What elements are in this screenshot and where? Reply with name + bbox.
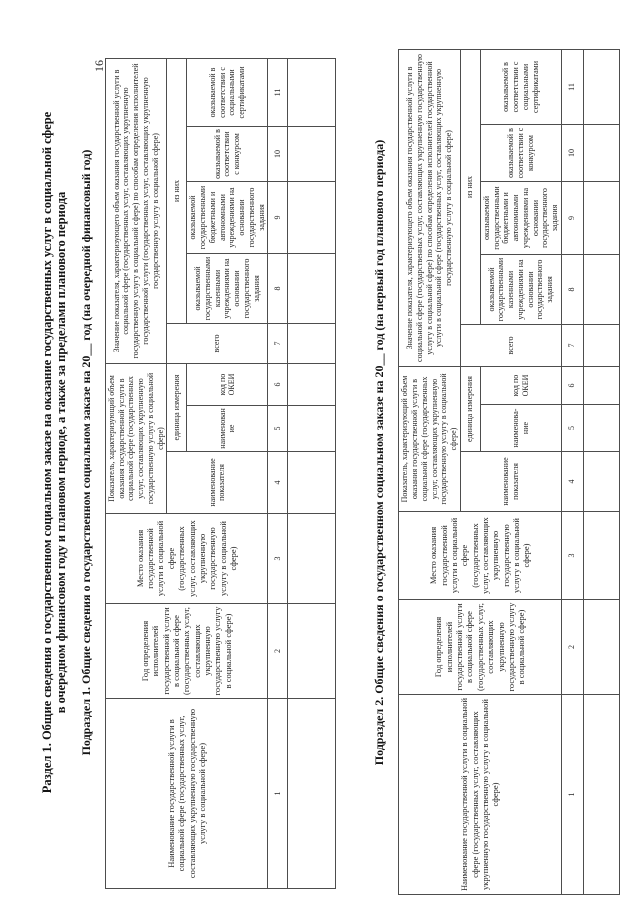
header-cell-place: Место оказания государственной услуги в социальной сфере (государственных услуг, составляющих укрупненную государственную услугу в социальной сфере) [399, 512, 562, 600]
empty-data-cell [288, 604, 336, 699]
column-number-cell: 6 [561, 367, 583, 405]
header-cell-state-task-budget: оказываемой государственными бюджетными и автономными учреждениями на основании государственного задания [480, 182, 561, 255]
section1-title-line2: в очередном финансовом году и плановом периоде, а также за пределами планового периода [54, 191, 69, 714]
header-cell-state-task-kazennye: оказываемой государственными казенными учреждениями на основании государственного задания [480, 255, 561, 325]
column-number-cell: 10 [561, 125, 583, 182]
header-cell-place: Место оказания государственной услуги в социальной сфере (государственных услуг, составляющих укрупненную государственную услугу в социальной сфере) [105, 514, 268, 604]
header-cell-unit-name: наименование [480, 405, 561, 452]
header-cell-service-name: Наименование государственной услуги в социальной сфере (государственных услуг, составляющих укрупненную государственную услугу в социальной сфере) [105, 699, 268, 889]
header-cell-competition: оказываемой в соответствии с конкурсом [187, 127, 268, 182]
empty-data-cell [288, 452, 336, 514]
empty-data-cell [288, 324, 336, 364]
column-number-cell: 7 [561, 325, 583, 367]
empty-data-cell [583, 600, 619, 695]
column-number-cell: 4 [268, 452, 288, 514]
column-number-cell: 9 [561, 182, 583, 255]
empty-data-cell [583, 182, 619, 255]
empty-data-cell [288, 182, 336, 254]
empty-data-cell [288, 699, 336, 889]
column-number-cell: 8 [561, 255, 583, 325]
empty-data-cell [583, 405, 619, 452]
subsection2-table [398, 49, 620, 895]
header-cell-unit-name: наименование [187, 406, 268, 452]
empty-data-cell [288, 364, 336, 406]
header-group-of-which: из них [460, 49, 480, 324]
section1-title-line1: Раздел 1. Общие сведения о государственном социальном заказе на оказание государственных услуг в социальной сфере [40, 111, 54, 794]
column-number-cell: 5 [561, 405, 583, 452]
header-cell-year: Год определения исполнителей государственной услуги в социальной сфере (государственных услуг, составляющих укрупненную государственную услугу в социальной сфере) [399, 600, 562, 695]
header-cell-indicator-name: наименование показателя [460, 452, 561, 512]
header-group-value: Значение показателя, характеризующего объем оказания государственной услуги в социальной сфере (государственных услуг, составляющих укрупненную государственную услугу в социальной сфере) по способам определения исполнителей государственной услуги в социальной сфере (государственных услуг, составляющих укрупненную государственную услугу в социальной сфере) [399, 49, 461, 366]
header-cell-indicator-name: наименование показателя [167, 452, 268, 514]
header-group-of-which: из них [167, 58, 187, 323]
column-number-cell: 2 [268, 604, 288, 699]
column-number-cell: 3 [268, 514, 288, 604]
column-number-cell: 9 [268, 182, 288, 254]
empty-data-cell [583, 255, 619, 325]
header-group-value: Значение показателя, характеризующего объем оказания государственной услуги в социальной сфере (государственных услуг, составляющих укрупненную государственную услугу в социальной сфере) по способам определения исполнителей государственной услуги (государственных услуг, составляющих укрупненную государственную услугу в социальной сфере) [105, 58, 167, 363]
empty-data-cell [288, 254, 336, 324]
empty-data-cell [583, 512, 619, 600]
column-number-cell: 4 [561, 452, 583, 512]
empty-data-cell [288, 58, 336, 126]
column-number-cell: 10 [268, 127, 288, 182]
subsection1-subtitle: Подраздел 1. Общие сведения о государственном социальном заказе на 20__ год (на очередной финансовый год) [78, 149, 93, 756]
page-number: 16 [92, 60, 106, 72]
header-cell-unit-code: код по ОКЕИ [480, 367, 561, 405]
empty-data-cell [288, 406, 336, 452]
header-cell-total: всего [460, 325, 561, 367]
column-number-cell: 1 [561, 695, 583, 895]
column-number-cell: 6 [268, 364, 288, 406]
empty-data-cell [583, 49, 619, 124]
header-cell-competition: оказываемой в соответствии с конкурсом [480, 125, 561, 182]
header-cell-certificates: оказываемой в соответствии с социальными сертификатами [187, 58, 268, 126]
header-group-unit: единица измерения [460, 367, 480, 452]
subsection2-subtitle: Подраздел 2. Общие сведения о государственном социальном заказе на 20__ год (на первый год планового периода) [372, 139, 387, 766]
column-number-cell: 11 [561, 49, 583, 124]
header-cell-certificates: оказываемой в соответствии с социальными сертификатами [480, 49, 561, 124]
header-group-indicator: Показатель, характеризующий объем оказания государственной услуги в социальной сфере (государственных услуг, составляющих укрупненную государственную услугу в социальной сфере) [105, 364, 167, 514]
column-number-cell: 8 [268, 254, 288, 324]
empty-data-cell [583, 325, 619, 367]
header-cell-service-name: Наименование государственной услуги в социальной сфере (государственных услуг, составляющих укрупненную государственную услугу в социальной сфере) [399, 695, 562, 895]
empty-data-cell [583, 452, 619, 512]
column-number-cell: 3 [561, 512, 583, 600]
column-number-cell: 11 [268, 58, 288, 126]
column-number-cell: 5 [268, 406, 288, 452]
subsection1-table [105, 58, 337, 889]
header-cell-year: Год определения исполнителей государственной услуги в социальной сфере (государственных услуг, составляющих укрупненную государственную услугу в социальной сфере) [105, 604, 268, 699]
column-number-cell: 7 [268, 324, 288, 364]
header-cell-state-task-kazennye: оказываемой государственными казенными учреждениями на основании государственного задания [187, 254, 268, 324]
empty-data-cell [288, 514, 336, 604]
empty-data-cell [583, 367, 619, 405]
header-cell-total: всего [167, 324, 268, 364]
empty-data-cell [288, 127, 336, 182]
header-cell-state-task-budget: оказываемой государственными бюджетными и автономными учреждениями на основании государственного задания [187, 182, 268, 254]
empty-data-cell [583, 125, 619, 182]
header-group-unit: единица измерения [167, 364, 187, 452]
column-number-cell: 1 [268, 699, 288, 889]
empty-data-cell [583, 695, 619, 895]
header-group-indicator: Показатель, характеризующий объем оказания государственной услуги в социальной сфере (государственных услуг, составляющих укрупненную государственную услугу в социальной сфере) [399, 367, 461, 512]
column-number-cell: 2 [561, 600, 583, 695]
header-cell-unit-code: код по ОКЕИ [187, 364, 268, 406]
